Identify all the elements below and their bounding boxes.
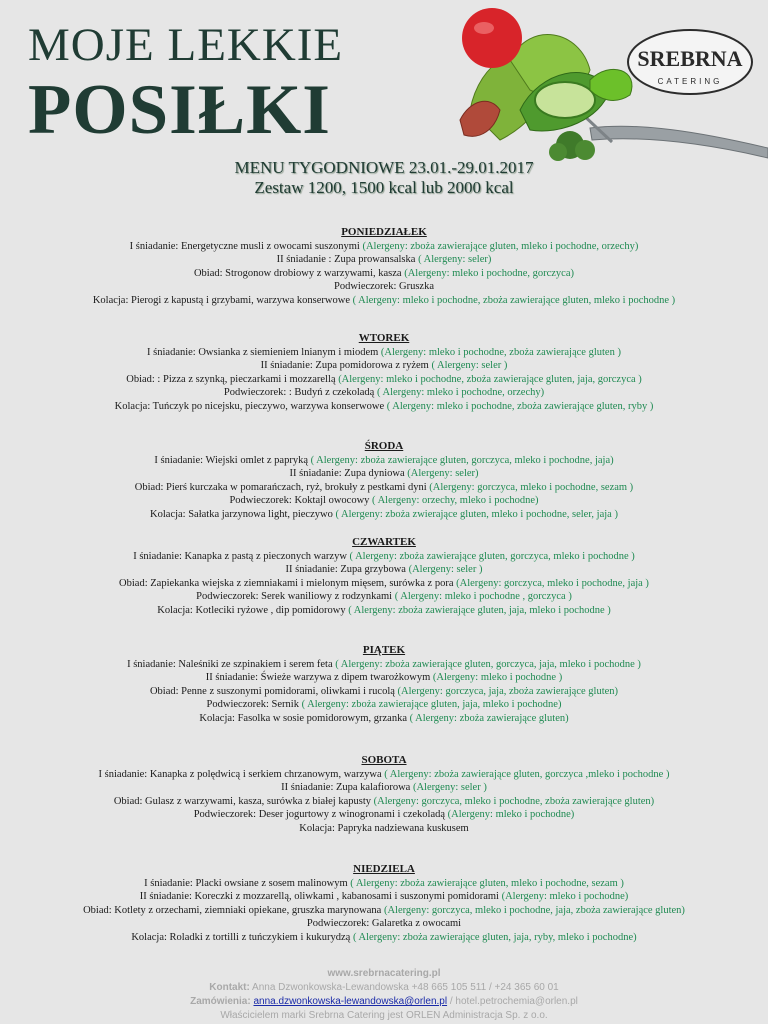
meal-line (0, 658, 768, 672)
meal-allergens: (Alergeny: seler ) (412, 782, 487, 793)
meal-line (0, 346, 768, 360)
menu-header (0, 158, 768, 198)
meal-text: Obiad: : Pizza z szynką, pieczarkami i mozzarellą (126, 373, 339, 385)
meal-line (0, 400, 768, 414)
meal-text: I śniadanie: Naleśniki ze szpinakiem i serem feta (127, 658, 336, 670)
orders-label: Zamówienia: (190, 996, 251, 1007)
meal-text: I śniadanie: Kanapka z pastą z pieczonych warzyw (133, 550, 350, 562)
meal-text: II śniadanie : Zupa prowansalska (276, 254, 419, 265)
meal-line (0, 359, 768, 373)
orders-email-2[interactable]: hotel.petrochemia@orlen.pl (455, 996, 578, 1007)
meal-line (0, 454, 768, 468)
meal-allergens: (Alergeny: gorczyca, jaja, zboża zawierające gluten) (397, 685, 619, 697)
meal-text: Kolacja: Fasolka w sosie pomidorowym, grzanka (199, 712, 410, 724)
meal-text: Obiad: Zapiekanka wiejska z ziemniakami i mielonym mięsem, surówka z pora (119, 577, 457, 589)
meal-line (0, 822, 768, 836)
meal-text: Podwieczorek: Galaretka z owocami (306, 918, 462, 929)
day-title: ŚRODA (364, 440, 404, 452)
meal-text: Podwieczorek: Gruszka (333, 281, 434, 292)
meal-text: Kolacja: Pierogi z kapustą i grzybami, warzywa konserwowe (92, 294, 353, 306)
meal-line (0, 467, 768, 481)
meal-text: I śniadanie: Placki owsiane z sosem malinowym (144, 877, 351, 889)
meal-allergens: ( Alergeny: zboża zwierające gluten, mleko i pochodne, seler, jaja ) (335, 508, 618, 520)
meal-text: I śniadanie: Energetyczne musli z owocami suszonymi (129, 240, 363, 252)
meal-text: I śniadanie: Kanapka z polędwicą i serkiem chrzanowym, warzywa (98, 768, 385, 780)
meal-allergens: (Alergeny: mleko i pochodne, zboża zawierające gluten ) (380, 346, 621, 358)
meal-text: Obiad: Gulasz z warzywami, kasza, surówka z białej kapusty (113, 795, 374, 807)
meal-allergens: ( Alergeny: zboża zawierające gluten, gorczyca ,mleko i pochodne ) (384, 768, 670, 780)
meal-line (0, 931, 768, 945)
meal-line (0, 808, 768, 822)
meal-allergens: ( Alergeny: zboża zawierające gluten, jaja, mleko i pochodne) (301, 699, 562, 710)
meal-allergens: (Alergeny: mleko i pochodne) (447, 809, 575, 820)
meal-line (0, 698, 768, 712)
meal-line (0, 550, 768, 564)
meal-allergens: ( Alergeny: zboża zawierające gluten, jaja, mleko i pochodne ) (348, 604, 611, 616)
meal-line (0, 240, 768, 254)
contact-value: Anna Dzwonkowska-Lewandowska +48 665 105 511 / +24 365 60 01 (249, 982, 559, 993)
day-title: SOBOTA (361, 754, 407, 766)
meal-line (0, 494, 768, 508)
contact-label: Kontakt: (209, 982, 250, 993)
day-section-wednesday (0, 440, 768, 521)
footer-orders (0, 995, 768, 1009)
meal-line (0, 373, 768, 387)
meal-allergens: ( Alergeny: zboża zawierające gluten) (409, 712, 569, 724)
meal-line (0, 508, 768, 522)
orders-email-link[interactable]: anna.dzwonkowska-lewandowska@orlen.pl (253, 996, 448, 1007)
meal-line (0, 781, 768, 795)
meal-allergens: ( Alergeny: zboża zawierające gluten, gorczyca, jaja, mleko i pochodne ) (335, 658, 641, 670)
meal-text: I śniadanie: Owsianka z siemieniem lnianym i miodem (147, 346, 381, 358)
meal-allergens: ( Alergeny: orzechy, mleko i pochodne) (372, 495, 539, 506)
meal-allergens: ( Alergeny: zboża zawierające gluten, mleko i pochodne, sezam ) (350, 877, 624, 889)
meal-line (0, 577, 768, 591)
meal-allergens: ( Alergeny: seler ) (431, 360, 508, 371)
meal-line (0, 481, 768, 495)
meal-line (0, 685, 768, 699)
title-line-1: MOJE LEKKIE (28, 19, 344, 71)
meal-line (0, 890, 768, 904)
day-title: PONIEDZIAŁEK (341, 226, 427, 238)
logo-text: SREBRNA (637, 46, 743, 71)
meal-allergens: (Alergeny: seler ) (408, 564, 483, 575)
meal-text: Podwieczorek: Serek waniliowy z rodzynkami (196, 591, 395, 602)
meal-allergens: ( Alergeny: zboża zawierające gluten, gorczyca, mleko i pochodne ) (349, 550, 635, 562)
day-title: WTOREK (358, 332, 410, 344)
meal-line (0, 795, 768, 809)
meal-text: Kolacja: Tuńczyk po nicejsku, pieczywo, warzywa konserwowe (114, 400, 387, 412)
meal-line (0, 294, 768, 308)
meal-line (0, 280, 768, 294)
logo-subtext: CATERING (657, 77, 723, 86)
day-title: PIĄTEK (362, 644, 406, 656)
meal-allergens: ( Alergeny: zboża zawierające gluten, gorczyca, mleko i pochodne, jaja) (310, 454, 614, 466)
meal-text: Kolacja: Kotleciki ryżowe , dip pomidorowy (157, 604, 349, 616)
meal-allergens: (Alergeny: gorczyca, mleko i pochodne, jaja, zboża zawierające gluten) (383, 904, 685, 916)
footer-owner: Właścicielem marki Srebrna Catering jest ORLEN Administracja Sp. z o.o. (220, 1010, 548, 1021)
meal-text: Kolacja: Roladki z tortilli z tuńczykiem i kukurydzą (131, 931, 353, 943)
meal-line (0, 253, 768, 267)
meal-text: II śniadanie: Świeże warzywa z dipem twarożkowym (205, 672, 433, 683)
meal-text: Obiad: Strogonow drobiowy z warzywami, kasza (193, 267, 405, 279)
meal-allergens: ( Alergeny: seler) (418, 254, 492, 265)
meal-text: Podwieczorek: Deser jogurtowy z winogronami i czekoladą (193, 809, 448, 820)
day-section-friday (0, 644, 768, 725)
meal-line (0, 563, 768, 577)
meal-text: Obiad: Pierś kurczaka w pomarańczach, ryż, brokuły z pestkami dyni (134, 481, 430, 493)
meal-allergens: (Alergeny: seler) (407, 468, 479, 479)
meal-allergens: (Alergeny: mleko i pochodne, zboża zawierające gluten, jaja, gorczyca ) (338, 373, 642, 385)
meal-line (0, 768, 768, 782)
day-title: NIEDZIELA (353, 863, 415, 875)
meal-line (0, 386, 768, 400)
meal-allergens: (Alergeny: mleko i pochodne ) (432, 672, 563, 683)
menu-heading: MENU TYGODNIOWE 23.01.-29.01.2017 (234, 158, 534, 177)
meal-allergens: ( Alergeny: mleko i pochodne, orzechy) (376, 387, 545, 398)
meal-text: Obiad: Kotlety z orzechami, ziemniaki opiekane, gruszka marynowana (83, 904, 384, 916)
meal-text: II śniadanie: Zupa pomidorowa z ryżem (260, 360, 432, 371)
meal-text: II śniadanie: Zupa dyniowa (289, 468, 408, 479)
meal-text: Podwieczorek: Sernik (206, 699, 302, 710)
meal-line (0, 671, 768, 685)
meal-line (0, 604, 768, 618)
meal-allergens: (Alergeny: mleko i pochodne) (501, 891, 629, 902)
meal-text: Kolacja: Papryka nadziewana kuskusem (299, 822, 469, 834)
day-section-monday (0, 226, 768, 307)
orders-separator: / (447, 996, 456, 1007)
menu-subheading: Zestaw 1200, 1500 kcal lub 2000 kcal (254, 178, 514, 197)
meal-line (0, 917, 768, 931)
title-line-2: POSIŁKI (28, 71, 331, 149)
meal-text: Obiad: Penne z suszonymi pomidorami, oliwkami i rucolą (149, 685, 398, 697)
footer-contact (0, 981, 768, 995)
meal-line (0, 712, 768, 726)
meal-text: II śniadanie: Zupa kalafiorowa (281, 782, 413, 793)
meal-allergens: (Alergeny: gorczyca, mleko i pochodne, sezam ) (429, 481, 634, 493)
meal-allergens: ( Alergeny: mleko i pochodne, zboża zawierające gluten, mleko i pochodne ) (352, 294, 676, 306)
day-section-thursday (0, 536, 768, 617)
meal-allergens: ( Alergeny: mleko i pochodne , gorczyca ) (394, 591, 572, 602)
meal-line (0, 877, 768, 891)
day-section-tuesday (0, 332, 768, 413)
fork-vegetables-illustration (440, 0, 768, 170)
meal-text: I śniadanie: Wiejski omlet z papryką (154, 454, 311, 466)
meal-text: II śniadanie: Koreczki z mozzarellą, oliwkami , kabanosami i suszonymi pomidorami (139, 891, 502, 902)
day-section-sunday (0, 863, 768, 944)
meal-allergens: (Alergeny: zboża zawierające gluten, mleko i pochodne, orzechy) (362, 240, 639, 252)
meal-line (0, 590, 768, 604)
footer (0, 967, 768, 1023)
meal-allergens: (Alergeny: gorczyca, mleko i pochodne, jaja ) (456, 577, 649, 589)
meal-text: II śniadanie: Zupa grzybowa (285, 564, 409, 575)
day-title: CZWARTEK (352, 536, 416, 548)
meal-allergens: ( Alergeny: mleko i pochodne, zboża zawierające gluten, ryby ) (386, 400, 654, 412)
meal-text: Podwieczorek: Koktajl owocowy (229, 495, 373, 506)
meal-text: Podwieczorek: : Budyń z czekoladą (223, 387, 377, 398)
meal-line (0, 267, 768, 281)
meal-allergens: ( Alergeny: zboża zawierające gluten, jaja, ryby, mleko i pochodne) (352, 931, 637, 943)
day-section-saturday (0, 754, 768, 835)
meal-line (0, 904, 768, 918)
meal-text: Kolacja: Sałatka jarzynowa light, pieczywo (150, 508, 336, 520)
footer-website-link[interactable]: www.srebrnacatering.pl (327, 968, 441, 979)
meal-allergens: (Alergeny: mleko i pochodne, gorczyca) (404, 267, 575, 279)
page-title (28, 19, 344, 149)
meal-allergens: (Alergeny: gorczyca, mleko i pochodne, zboża zawierające gluten) (373, 795, 655, 807)
